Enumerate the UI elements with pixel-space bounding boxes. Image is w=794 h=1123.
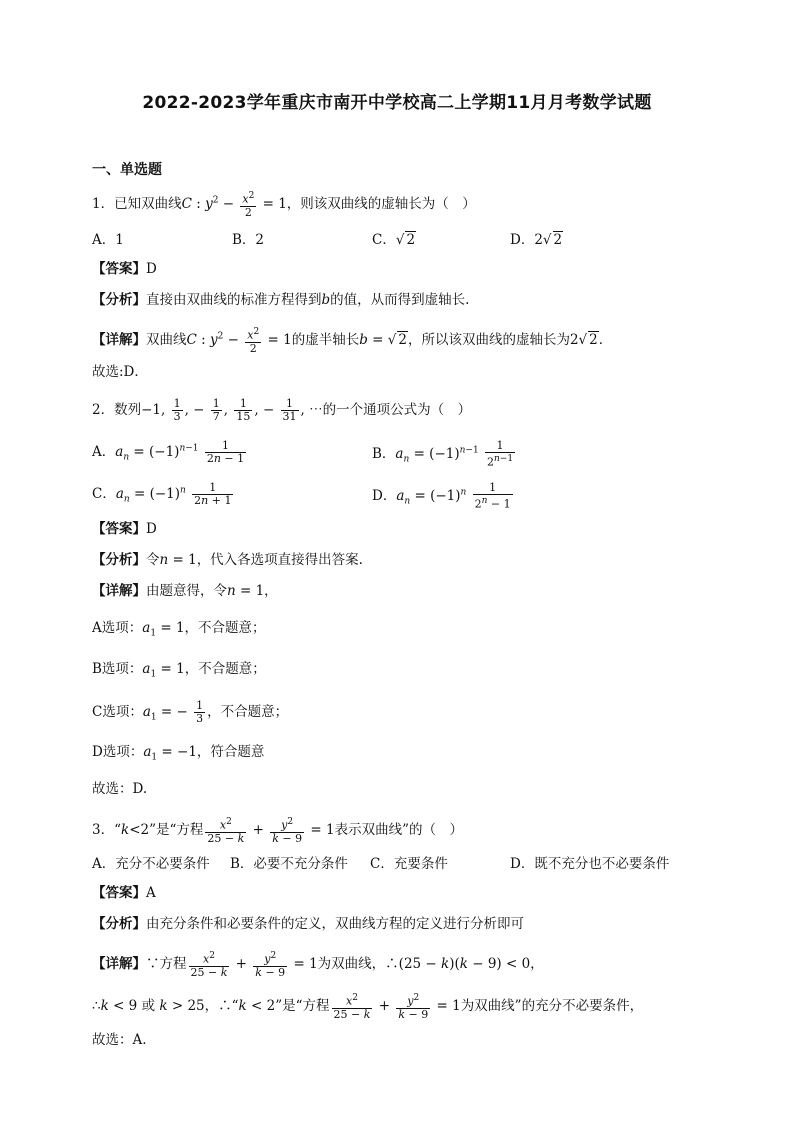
q1-detail: 【详解】双曲线C : $y^2$ − $\frac{x^2}{2}$ = 1的虚半轴长b = √ 2，所以该双曲线的虚轴长为2√ 2．	[92, 327, 613, 355]
q3-option-d: D．既不充分也不必要条件	[510, 856, 670, 872]
q3-conclusion: 故选：A.	[92, 1032, 147, 1048]
q1-conclusion: 故选:D．	[92, 364, 148, 380]
q3-answer: 【答案】A	[92, 885, 156, 901]
q1-stem: 1．已知双曲线C : $y^2$ − $\frac{x^2}{2}$ = 1，则该双曲线的虚轴长为（ ）	[92, 191, 476, 219]
q1-option-d: D．2√ 2	[510, 232, 563, 248]
q2-check-a: A选项：$a_1 = 1$，不合题意；	[92, 620, 266, 639]
q3-analysis: 【分析】由充分条件和必要条件的定义，双曲线方程的定义进行分析即可	[92, 916, 524, 932]
section-heading: 一、单选题	[92, 162, 162, 178]
q3-stem: 3．“k<2”是“方程 $\frac{x^2}{25 - k}$ + $\frac{y^2}{k - 9}$ = 1表示双曲线”的（ ）	[92, 817, 463, 845]
q2-check-b: B选项：$a_1 = 1$，不合题意；	[92, 661, 266, 680]
q3-detail: 【详解】∵方程 $\frac{x^2}{25 - k}$ + $\frac{y^2}{k - 9}$ = 1为双曲线，∴(25 − k)(k − 9) < 0，	[92, 951, 544, 979]
q3-option-b: B．必要不充分条件	[230, 856, 348, 872]
q3-option-c: C．充要条件	[370, 856, 448, 872]
q1-analysis: 【分析】直接由双曲线的标准方程得到b的值，从而得到虚轴长.	[92, 292, 470, 308]
q1-option-b: B．2	[232, 232, 265, 248]
q1-option-a: A．1	[92, 232, 124, 248]
q3-option-a: A．充分不必要条件	[92, 856, 210, 872]
q2-conclusion: 故选：D.	[92, 781, 148, 797]
q2-stem: 2．数列−1, $\frac{1}{3}$ , − $\frac{1}{7}$ , $\frac{1}{15}$ , − $\frac{1}{31}$ , ⋯的一个通项公式为（ ）	[92, 397, 472, 423]
q2-answer: 【答案】D	[92, 521, 157, 537]
q1-answer: 【答案】D	[92, 261, 157, 277]
q2-option-c: C．$a_n = (-1)^n$ $\frac{1}{2n + 1}$	[92, 481, 232, 507]
q2-analysis: 【分析】令n = 1，代入各选项直接得出答案.	[92, 552, 363, 568]
q2-option-b: B．$a_n = (-1)^{n-1}$ $\frac{1}{2^{n-1}}$	[372, 439, 514, 469]
q2-check-d: D选项：$a_1 = -1$，符合题意	[92, 744, 265, 763]
q2-check-c: C选项：$a_1$ = − $\frac{1}{3}$ ，不合题意；	[92, 699, 289, 725]
q1-option-c: C．√ 2	[372, 232, 416, 248]
page-title: 2022-2023学年重庆市南开中学校高二上学期11月月考数学试题	[142, 93, 652, 113]
q2-option-d: D．$a_n = (-1)^n$ $\frac{1}{2^n - 1}$	[372, 481, 511, 511]
q3-detail-line2: ∴k < 9 或 k > 25，∴“k < 2”是“方程 $\frac{x^2}{25 - k}$ + $\frac{y^2}{k - 9}$ = 1为双曲线”的充分不必要条件，	[92, 993, 644, 1021]
q2-detail: 【详解】由题意得，令n = 1，	[92, 583, 278, 599]
q2-option-a: A．$a_n = (-1)^{n-1}$ $\frac{1}{2n - 1}$	[92, 439, 245, 465]
